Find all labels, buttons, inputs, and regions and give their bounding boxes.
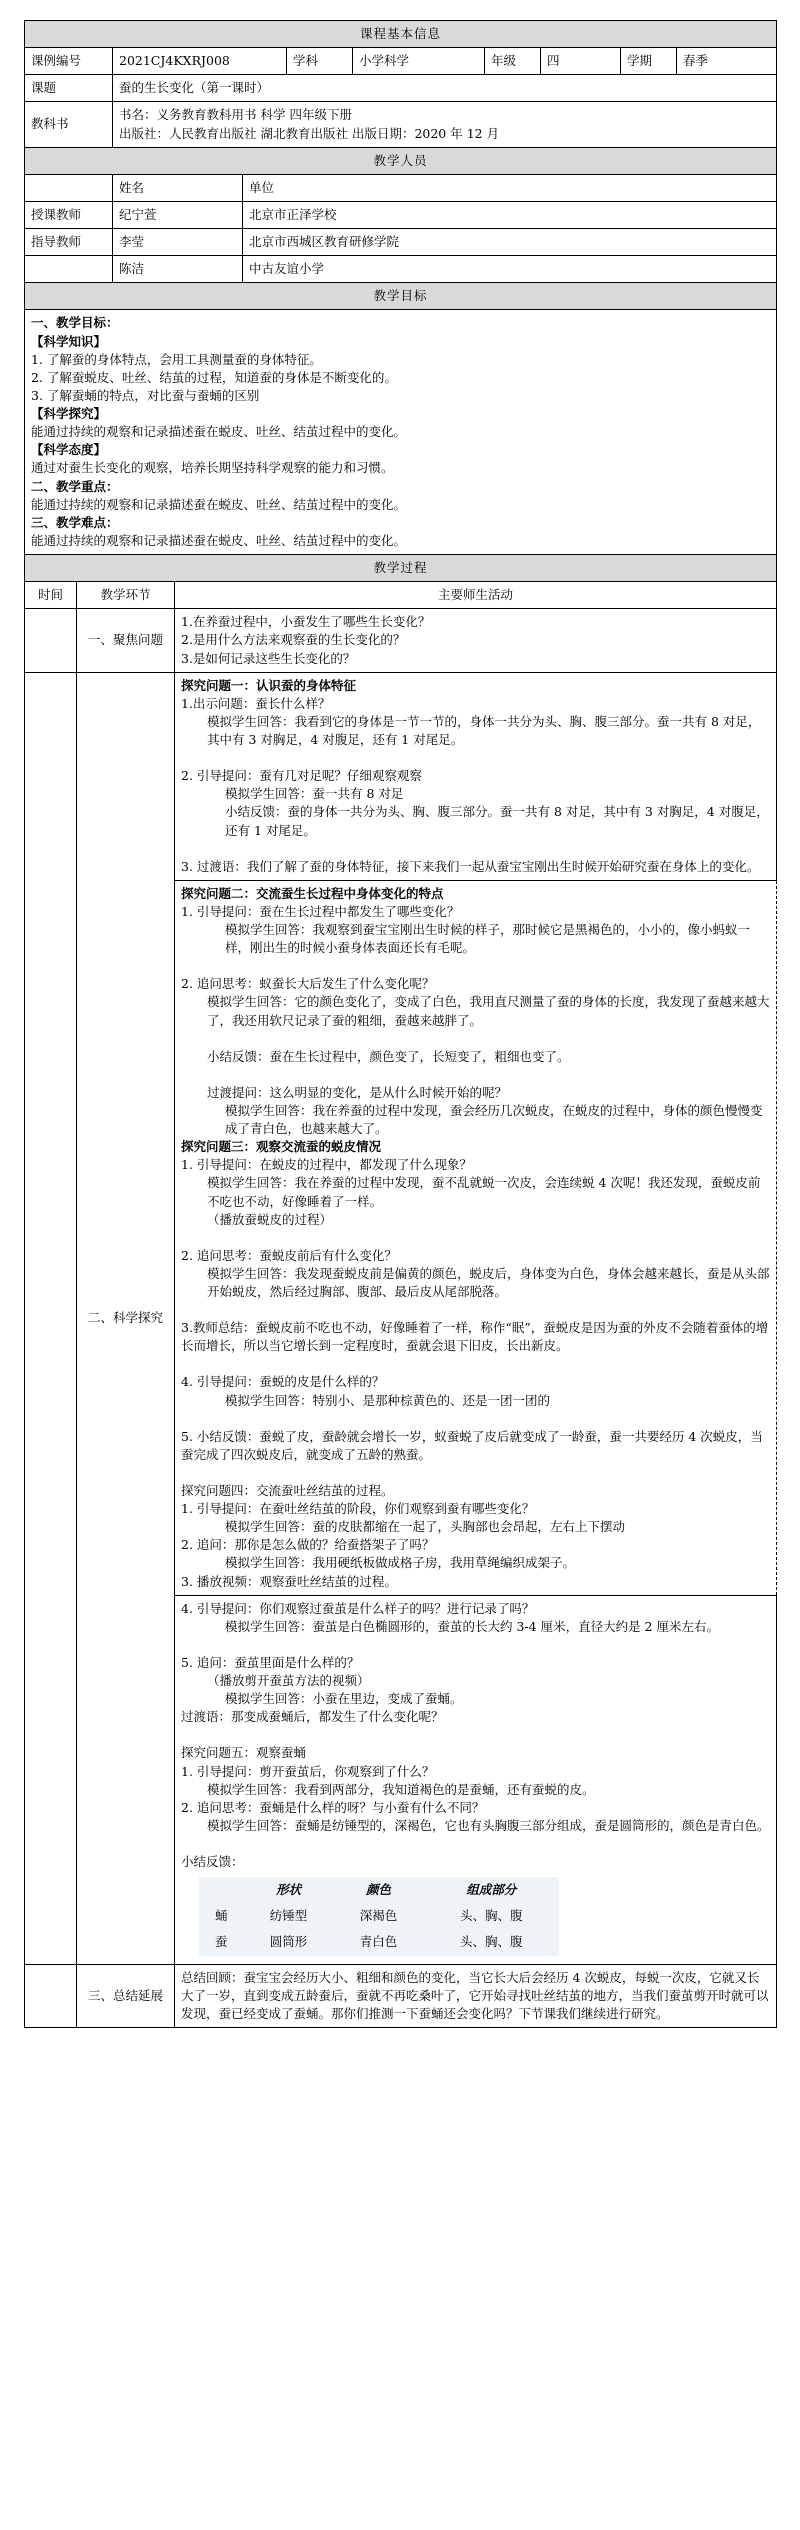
- text-line: 2. 追问思考：蚕蛹是什么样的呀？与小蚕有什么不同？: [181, 1799, 485, 1815]
- text-line: [181, 840, 770, 858]
- stage2-time: [25, 672, 77, 1964]
- stage2-question5: [175, 1595, 777, 1964]
- text-line: [181, 1301, 770, 1319]
- text-line: 模拟学生回答：我观察到蚕宝宝刚出生时候的样子，那时候它是黑褐色的，小小的，像小蚂蚁一样，刚出生的时候小蚕身体表面还长有毛呢。: [225, 922, 751, 956]
- text-line: 模拟学生回答：我用硬纸板做成格子房，我用草绳编织成架子。: [225, 1555, 576, 1571]
- text-line: 2. 追问思考：蚁蚕长大后发生了什么变化呢？: [181, 976, 435, 992]
- compare-header-row: [199, 1877, 559, 1903]
- text-line: [181, 1410, 770, 1428]
- compare-cell: 深褐色: [359, 1908, 398, 1924]
- compare-row: [199, 1903, 559, 1929]
- text-line: [181, 1726, 770, 1744]
- text-line: 模拟学生回答：小蚕在里边，变成了蚕蛹。: [225, 1691, 463, 1707]
- term-value: 春季: [677, 48, 777, 75]
- text-line: 5. 小结反馈：蚕蜕了皮，蚕龄就会增长一岁，蚁蚕蜕了皮后就变成了一龄蚕，蚕一共要经历 4 次蜕皮，当蚕完成了四次蜕皮后，就变成了五龄的熟蚕。: [181, 1428, 763, 1462]
- compare-header: 颜色: [366, 1882, 392, 1898]
- textbook-label: 教科书: [25, 102, 113, 147]
- text-line: 1. 引导提问：在蜕皮的过程中，都发现了什么现象？: [181, 1157, 472, 1173]
- text-line: 模拟学生回答：我发现蚕蜕皮前是偏黄的颜色，蜕皮后，身体变为白色，身体会越来越长，蚕是从头部开始蜕皮，然后经过胸部、腹部、最后皮从尾部脱落。: [207, 1265, 770, 1299]
- section-teaching-goals: 教学目标: [25, 283, 777, 310]
- stage3-summary: 总结回顾：蚕宝宝会经历大小、粗细和颜色的变化，当它长大后会经历 4 次蜕皮，每蜕一次皮，它就又长大了一岁，直到变成五龄蚕后，蚕就不再吃桑叶了，它开始寻找吐丝结茧的地方，当我们蚕茧剪开时就可以发现，蚕已经变成了蚕蛹。那你们推测一下蚕蛹还会变化吗？下节课我们继续进行研究。: [175, 1964, 777, 2027]
- teaching-goals-content: [25, 310, 777, 555]
- subject-label: 学科: [287, 48, 353, 75]
- text-line: 通过对蚕生长变化的观察，培养长期坚持科学观察的能力和习惯。: [31, 460, 394, 476]
- text-line: 过渡语：那变成蚕蛹后，都发生了什么变化呢？: [181, 1709, 444, 1725]
- text-line: [181, 749, 770, 767]
- text-line: 模拟学生回答：蚕蛹是纺锤型的，深褐色，它也有头胸腹三部分组成，蚕是圆筒形的，颜色是青白色。: [207, 1817, 770, 1833]
- text-line: 2. 追问：那你是怎么做的？给蚕搭架子了吗？: [181, 1537, 435, 1553]
- staff-row: [25, 256, 777, 283]
- text-line: [181, 957, 770, 975]
- topic-label: 课题: [25, 75, 113, 102]
- stage3-link: 三、总结延展: [77, 1964, 175, 2027]
- course-code-label: 课例编号: [25, 48, 113, 75]
- stage1-time: [25, 609, 77, 672]
- text-line: [181, 1066, 770, 1084]
- stage2-question2-4: [175, 880, 777, 1595]
- text-line: [181, 1464, 770, 1482]
- staff-row: [25, 201, 777, 228]
- text-line: 模拟学生回答：我在养蚕的过程中发现，蚕不乱就蜕一次皮，会连续蜕 4 次呢！我还发现，蚕蜕皮前不吃也不动，好像睡着了一样。: [207, 1175, 761, 1209]
- staff-role: 指导教师: [25, 229, 113, 256]
- text-line: 3.是如何记录这些生长变化的？: [181, 650, 356, 666]
- staff-unit: 北京市正泽学校: [243, 201, 777, 228]
- textbook-publisher: 出版社：人民教育出版社 湖北教育出版社 出版日期：2020 年 12 月: [119, 125, 500, 141]
- text-line: [181, 1355, 770, 1373]
- text-line: 3.教师总结：蚕蜕皮前不吃也不动，好像睡着了一样，称作“眠”，蚕蜕皮是因为蚕的外皮不会随着蚕体的增长而增长，所以当它增长到一定程度时，蚕就会退下旧皮，长出新皮。: [181, 1320, 769, 1354]
- grade-label: 年级: [485, 48, 541, 75]
- text-line: 1. 引导提问：剪开蚕茧后，你观察到了什么？: [181, 1763, 435, 1779]
- text-line: 2.是用什么方法来观察蚕的生长变化的？: [181, 632, 406, 648]
- staff-unit: 中古友谊小学: [243, 256, 777, 283]
- text-line: 二、教学重点：: [31, 478, 119, 494]
- staff-name: 李莹: [113, 229, 243, 256]
- compare-cell: 青白色: [359, 1934, 398, 1950]
- staff-name: 纪宁萱: [113, 201, 243, 228]
- grade-value: 四: [541, 48, 621, 75]
- text-line: 3. 过渡语：我们了解了蚕的身体特征，接下来我们一起从蚕宝宝刚出生时候开始研究蚕在身体上的变化。: [181, 858, 760, 874]
- text-line: 模拟学生回答：我看到两部分，我知道褐色的是蚕蛹，还有蚕蜕的皮。: [207, 1781, 595, 1797]
- compare-header: [199, 1877, 244, 1903]
- stage1-link: 一、聚焦问题: [77, 609, 175, 672]
- staff-unit: 北京市西城区教育研修学院: [243, 229, 777, 256]
- text-line: 2. 追问思考：蚕蜕皮前后有什么变化？: [181, 1247, 397, 1263]
- subject-value: 小学科学: [353, 48, 485, 75]
- text-line: 1. 引导提问：蚕在生长过程中都发生了哪些变化？: [181, 903, 460, 919]
- staff-name-header: 姓名: [113, 174, 243, 201]
- section-teaching-staff: 教学人员: [25, 147, 777, 174]
- text-line: 【科学探究】: [31, 406, 107, 421]
- text-line: 探究问题二：交流蚕生长过程中身体变化的特点: [181, 885, 444, 901]
- text-line: 1. 引导提问：在蚕吐丝结茧的阶段，你们观察到蚕有哪些变化？: [181, 1501, 535, 1516]
- text-line: 1.出示问题：蚕长什么样？: [181, 695, 331, 711]
- staff-unit-header: 单位: [243, 174, 777, 201]
- text-line: [181, 1030, 770, 1048]
- compare-cell: 头、胸、腹: [460, 1934, 523, 1950]
- text-line: 5. 追问：蚕茧里面是什么样的？: [181, 1654, 360, 1670]
- lesson-plan-table: [24, 20, 777, 2028]
- stage2-link: 二、科学探究: [77, 672, 175, 1964]
- term-label: 学期: [621, 48, 677, 75]
- text-line: 1.在养蚕过程中，小蚕发生了哪些生长变化？: [181, 614, 431, 630]
- process-activity-header: 主要师生活动: [175, 582, 777, 609]
- staff-role-header: [25, 174, 113, 201]
- section-teaching-process: 教学过程: [25, 555, 777, 582]
- text-line: 三、教学难点：: [31, 514, 119, 530]
- text-line: （播放蚕蜕皮的过程）: [207, 1211, 333, 1227]
- compare-cell: 蛹: [215, 1908, 228, 1924]
- text-line: 模拟学生回答：我看到它的身体是一节一节的，身体一共分为头、胸、腹三部分。蚕一共有 8 对足，其中有 3 对胸足，4 对腹足，还有 1 对尾足。: [207, 713, 761, 747]
- staff-role: [25, 256, 113, 283]
- staff-role: 授课教师: [25, 201, 113, 228]
- text-line: 模拟学生回答：我在养蚕的过程中发现，蚕会经历几次蜕皮，在蜕皮的过程中，身体的颜色慢慢变成了青白色，也越来越大了。: [225, 1102, 763, 1136]
- text-line: 【科学态度】: [31, 442, 107, 458]
- compare-header: 形状: [276, 1882, 302, 1898]
- section-basic-info: 课程基本信息: [25, 21, 777, 48]
- text-line: 能通过持续的观察和记录描述蚕在蜕皮、吐丝、结茧过程中的变化。: [31, 532, 407, 548]
- text-line: 【科学知识】: [31, 333, 107, 349]
- stage2-question5-text: [181, 1600, 770, 1872]
- textbook-title: 书名：义务教育教科用书 科学 四年级下册: [119, 107, 352, 123]
- stage2-question1: [175, 672, 777, 880]
- text-line: （播放剪开蚕茧方法的视频）: [207, 1673, 370, 1688]
- text-line: 模拟学生回答：蚕的皮肤都缩在一起了，头胸部也会昂起，左右上下摆动: [225, 1519, 626, 1535]
- text-line: 探究问题三：观察交流蚕的蜕皮情况: [181, 1139, 382, 1155]
- pupa-silkworm-compare-table: [199, 1877, 559, 1955]
- staff-row: [25, 229, 777, 256]
- compare-cell: 纺锤型: [269, 1908, 308, 1924]
- text-line: 过渡提问：这么明显的变化，是从什么时候开始的呢？: [207, 1084, 508, 1100]
- process-link-header: 教学环节: [77, 582, 175, 609]
- compare-cell: 头、胸、腹: [460, 1908, 523, 1924]
- stage3-time: [25, 1964, 77, 2027]
- text-line: 4. 引导提问：你们观察过蚕茧是什么样子的吗？进行记录了吗？: [181, 1600, 535, 1616]
- text-line: [181, 1229, 770, 1247]
- text-line: 探究问题五：观察蚕蛹: [181, 1745, 307, 1761]
- text-line: 一、教学目标：: [31, 315, 119, 331]
- text-line: [181, 1835, 770, 1853]
- process-time-header: 时间: [25, 582, 77, 609]
- compare-header: 组成部分: [466, 1882, 517, 1898]
- textbook-info: [113, 102, 777, 147]
- text-line: 模拟学生回答：蚕茧是白色椭圆形的，蚕茧的长大约 3-4 厘米，直径大约是 2 厘米左右。: [225, 1618, 719, 1634]
- text-line: 2. 了解蚕蜕皮、吐丝、结茧的过程，知道蚕的身体是不断变化的。: [31, 369, 397, 385]
- text-line: 小结反馈：蚕在生长过程中，颜色变了，长短变了，粗细也变了。: [207, 1048, 570, 1064]
- text-line: 小结反馈：: [181, 1854, 244, 1869]
- text-line: 能通过持续的观察和记录描述蚕在蜕皮、吐丝、结茧过程中的变化。: [31, 496, 407, 512]
- text-line: [181, 1636, 770, 1654]
- text-line: 3. 播放视频：观察蚕吐丝结茧的过程。: [181, 1573, 397, 1589]
- text-line: 1. 了解蚕的身体特点，会用工具测量蚕的身体特征。: [31, 351, 322, 367]
- compare-cell: 蚕: [215, 1934, 228, 1950]
- text-line: 能通过持续的观察和记录描述蚕在蜕皮、吐丝、结茧过程中的变化。: [31, 424, 407, 440]
- text-line: 模拟学生回答：特别小、是那种棕黄色的、还是一团一团的: [225, 1392, 551, 1408]
- topic-value: 蚕的生长变化（第一课时）: [113, 75, 777, 102]
- text-line: 探究问题一：认识蚕的身体特征: [181, 677, 357, 693]
- staff-name: 陈洁: [113, 256, 243, 283]
- text-line: 2. 引导提问：蚕有几对足呢？仔细观察观察: [181, 768, 422, 784]
- text-line: 3. 了解蚕蛹的特点，对比蚕与蚕蛹的区别: [31, 387, 260, 403]
- text-line: 模拟学生回答：蚕一共有 8 对足: [225, 786, 404, 802]
- stage1-activity: [175, 609, 777, 672]
- text-line: 小结反馈：蚕的身体一共分为头、胸、腹三部分。蚕一共有 8 对足，其中有 3 对胸足，4 对腹足，还有 1 对尾足。: [225, 804, 769, 838]
- text-line: 模拟学生回答：它的颜色变化了，变成了白色，我用直尺测量了蚕的身体的长度，我发现了蚕越来越大了，我还用软尺记录了蚕的粗细，蚕越来越胖了。: [207, 994, 770, 1028]
- text-line: 探究问题四：交流蚕吐丝结茧的过程。: [181, 1482, 394, 1498]
- compare-row: [199, 1929, 559, 1955]
- course-code-value: 2021CJ4KXRJ008: [113, 48, 287, 75]
- compare-cell: 圆筒形: [269, 1934, 308, 1950]
- text-line: 4. 引导提问：蚕蜕的皮是什么样的？: [181, 1374, 385, 1390]
